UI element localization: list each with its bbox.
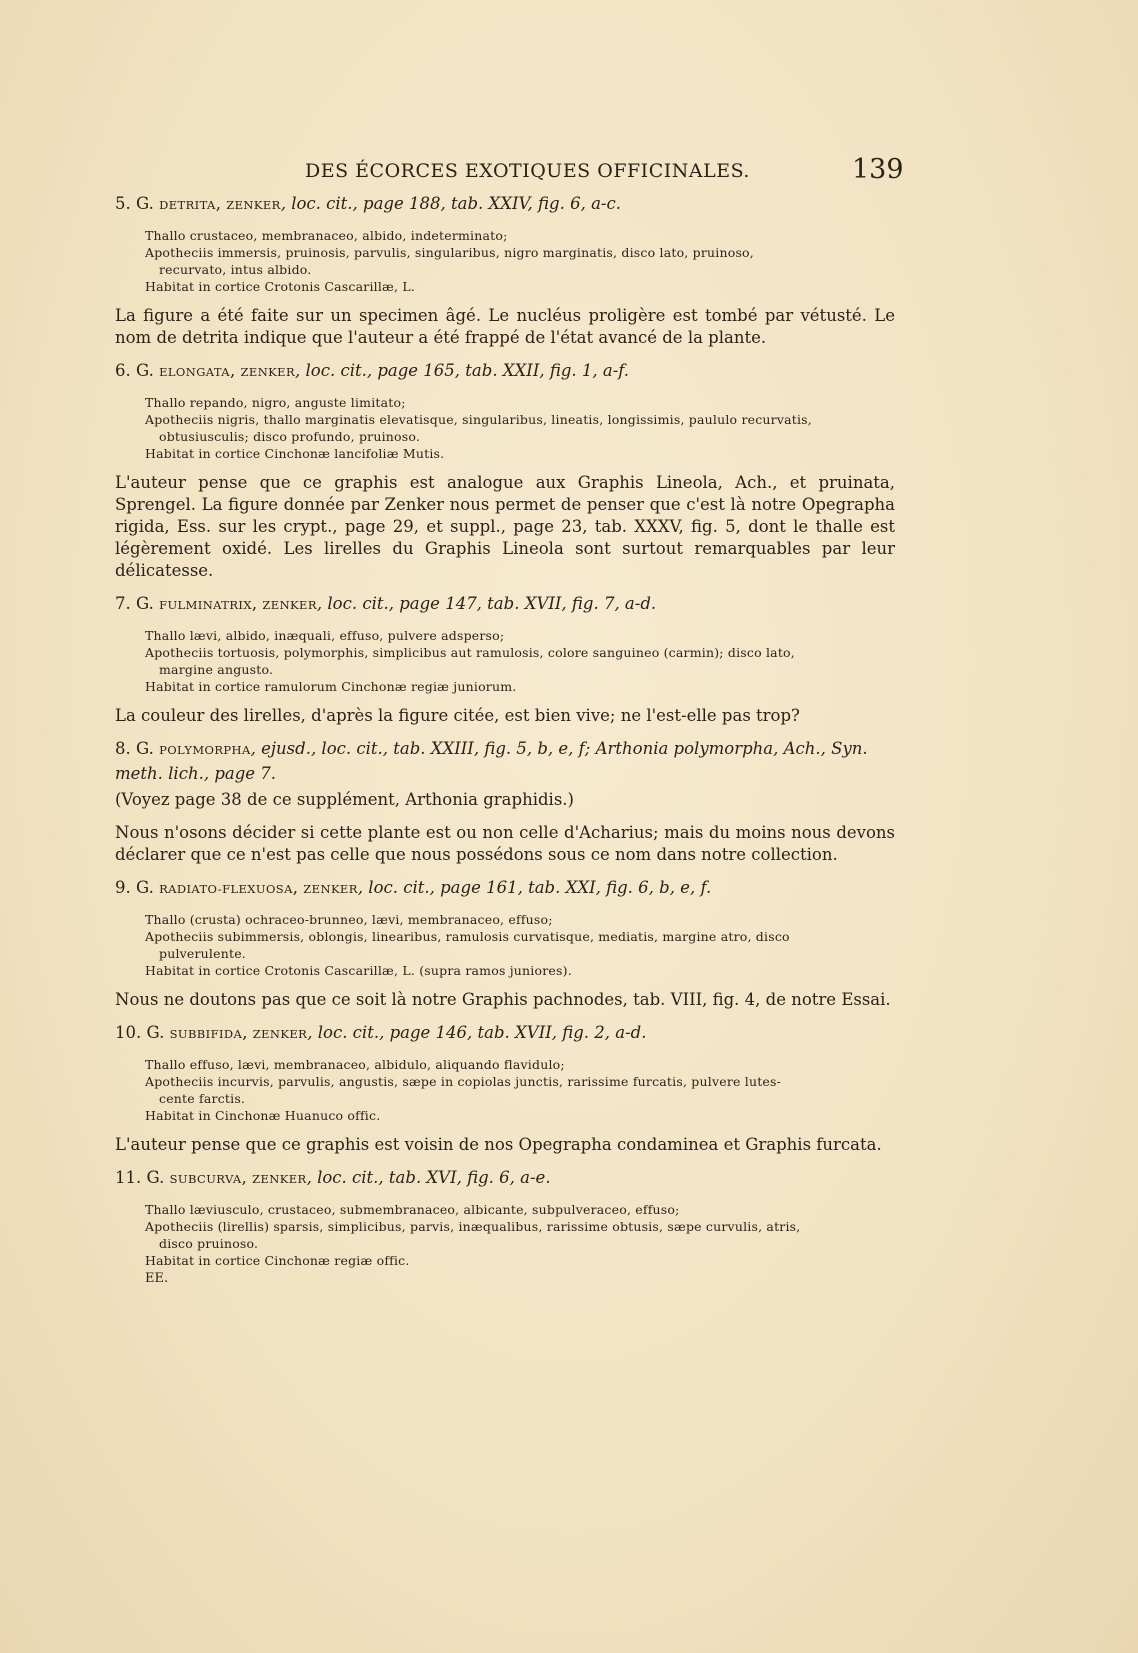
reference: , loc. cit., page 188, tab. XXIV, fig. 6, a-c. — [280, 194, 621, 213]
latin-description — [145, 911, 895, 979]
author-name: ZENKER — [226, 198, 281, 212]
entry-comment: L'auteur pense que ce graphis est analogue aux Graphis Lineola, Ach., et pruinata, Sprengel. La figure donnée par Zenker nous permet de penser que c'est là notre Opegrapha rigida, Ess. sur les crypt., page 29, et suppl., page 23, tab. XXXV, fig. 5, dont le thalle est légèrement oxidé. Les lirelles du Graphis Lineola sont surtout remarquables par leur délicatesse. — [115, 473, 895, 580]
species-entry — [115, 592, 895, 727]
author-name: ZENKER — [252, 1027, 308, 1041]
species-entry — [115, 1021, 895, 1156]
entry-comment: L'auteur pense que ce graphis est voisin de nos Opegrapha condaminea et Graphis furcata. — [115, 1135, 882, 1154]
latin-line: margine angusto. — [159, 662, 274, 677]
species-name: FULMINATRIX — [159, 598, 252, 612]
latin-description — [145, 1201, 895, 1269]
species-entry — [115, 359, 895, 582]
entry-heading: 6. G. ELONGATA, ZENKER, loc. cit., page 165, tab. XXII, fig. 1, a-f. — [115, 361, 630, 380]
latin-line: Habitat in cortice Cinchonæ lancifoliæ Mutis. — [145, 446, 445, 461]
latin-line: Thallo (crusta) ochraceo-brunneo, lævi, membranaceo, effuso; — [145, 912, 553, 927]
entry-comment: Nous ne doutons pas que ce soit là notre Graphis pachnodes, tab. VIII, fig. 4, de notre Essai. — [115, 990, 891, 1009]
species-entry — [115, 192, 895, 349]
latin-line: Habitat in cortice Cinchonæ regiæ offic. — [145, 1253, 410, 1268]
latin-line: Apotheciis immersis, pruinosis, parvulis, singularibus, nigro marginatis, disco lato, pruinoso, — [145, 245, 754, 260]
reference: , loc. cit., page 146, tab. XVII, fig. 2, a-d. — [307, 1023, 647, 1042]
entry-heading: 11. G. SUBCURVA, ZENKER, loc. cit., tab. XVI, fig. 6, a-e. — [115, 1168, 551, 1187]
entry-heading — [115, 737, 895, 786]
author-name: ZENKER — [262, 598, 317, 612]
entry-note: (Voyez page 38 de ce supplément, Arthonia graphidis.) — [115, 790, 574, 809]
latin-line: Apotheciis (lirellis) sparsis, simplicibus, parvis, inæqualibus, rarissime obtusis, sæpe curvulis, atris, — [145, 1219, 801, 1234]
entry-heading: 9. G. RADIATO-FLEXUOSA, ZENKER, loc. cit., page 161, tab. XXI, fig. 6, b, e, f. — [115, 878, 712, 897]
latin-line: recurvato, intus albido. — [159, 262, 312, 277]
species-name: SUBCURVA — [169, 1172, 242, 1186]
reference: , loc. cit., page 165, tab. XXII, fig. 1, a-f. — [295, 361, 630, 380]
latin-description — [145, 227, 895, 295]
entry-number: 9. G. — [115, 878, 154, 897]
entry-number: 10. G. — [115, 1023, 165, 1042]
reference: , loc. cit., page 147, tab. XVII, fig. 7, a-d. — [316, 594, 657, 613]
author-name: ZENKER — [240, 365, 296, 379]
latin-line: Thallo lævi, albido, inæquali, effuso, pulvere adsperso; — [145, 628, 505, 643]
entry-number: 5. G. — [115, 194, 154, 213]
species-name: POLYMORPHA — [159, 743, 251, 757]
latin-line: disco pruinoso. — [159, 1236, 259, 1251]
species-entry — [115, 876, 895, 1011]
entry-number: 11. G. — [115, 1168, 165, 1187]
species-name: SUBBIFIDA — [169, 1027, 243, 1041]
species-entry — [115, 737, 895, 866]
latin-description — [145, 394, 895, 462]
entry-comment: La figure a été faite sur un specimen âgé. Le nucléus proligère est tombé par vétusté. Le nom de detrita indique que l'auteur a été frappé de l'état avancé de la plante. — [115, 306, 895, 347]
entry-number: 8. G. — [115, 739, 154, 758]
page-header — [0, 154, 1138, 194]
latin-description — [145, 627, 895, 695]
species-entry — [115, 1166, 895, 1286]
entry-heading: 10. G. SUBBIFIDA, ZENKER, loc. cit., page 146, tab. XVII, fig. 2, a-d. — [115, 1023, 647, 1042]
latin-line: pulverulente. — [159, 946, 246, 961]
author-name: ZENKER — [252, 1172, 307, 1186]
author-name: ZENKER — [303, 882, 358, 896]
running-title: DES ÉCORCES EXOTIQUES OFFICINALES. — [305, 160, 750, 182]
entry-heading: 7. G. FULMINATRIX, ZENKER, loc. cit., page 147, tab. XVII, fig. 7, a-d. — [115, 594, 657, 613]
latin-line: Thallo repando, nigro, anguste limitato; — [145, 395, 406, 410]
latin-line: Habitat in cortice Crotonis Cascarillæ, L. (supra ramos juniores). — [145, 963, 572, 978]
latin-line: Apotheciis tortuosis, polymorphis, simplicibus aut ramulosis, colore sanguineo (carmin); disco lato, — [145, 645, 795, 660]
latin-line: Thallo læviusculo, crustaceo, submembranaceo, albicante, subpulveraceo, effuso; — [145, 1202, 680, 1217]
latin-line: cente farctis. — [159, 1091, 246, 1106]
latin-line: Habitat in Cinchonæ Huanuco offic. — [145, 1108, 381, 1123]
reference: , loc. cit., tab. XVI, fig. 6, a-e. — [306, 1168, 551, 1187]
entry-number: 7. G. — [115, 594, 154, 613]
latin-line: Apotheciis nigris, thallo marginatis elevatisque, singularibus, lineatis, longissimis, paululo recurvatis, — [145, 412, 812, 427]
page-number: 139 — [852, 154, 904, 185]
latin-line: obtusiusculis; disco profundo, pruinoso. — [159, 429, 421, 444]
latin-line: Thallo crustaceo, membranaceo, albido, indeterminato; — [145, 228, 508, 243]
latin-line: Apotheciis subimmersis, oblongis, linearibus, ramulosis curvatisque, mediatis, margine atro, disco — [145, 929, 790, 944]
reference: , ejusd., loc. cit., tab. XXIII, fig. 5, b, e, f; Arthonia polymorpha, Ach., Syn. meth. lich., page 7. — [115, 739, 868, 783]
reference: , loc. cit., page 161, tab. XXI, fig. 6, b, e, f. — [357, 878, 712, 897]
entry-heading: 5. G. DETRITA, ZENKER, loc. cit., page 188, tab. XXIV, fig. 6, a-c. — [115, 194, 621, 213]
species-name: ELONGATA — [159, 365, 231, 379]
latin-line: Habitat in cortice Crotonis Cascarillæ, L. — [145, 279, 416, 294]
signature-mark: EE. — [145, 1271, 169, 1286]
entry-comment: La couleur des lirelles, d'après la figure citée, est bien vive; ne l'est-elle pas trop? — [115, 706, 800, 725]
latin-description — [145, 1056, 895, 1124]
page-body — [115, 192, 895, 1286]
latin-line: Apotheciis incurvis, parvulis, angustis, sæpe in copiolas junctis, rarissime furcatis, pulvere lutes- — [145, 1074, 782, 1089]
species-name: RADIATO-FLEXUOSA — [159, 882, 293, 896]
species-name: DETRITA — [159, 198, 216, 212]
entry-comment: Nous n'osons décider si cette plante est ou non celle d'Acharius; mais du moins nous devons déclarer que ce n'est pas celle que nous possédons sous ce nom dans notre collection. — [115, 823, 895, 864]
entry-number: 6. G. — [115, 361, 154, 380]
latin-line: Habitat in cortice ramulorum Cinchonæ regiæ juniorum. — [145, 679, 517, 694]
latin-line: Thallo effuso, lævi, membranaceo, albidulo, aliquando flavidulo; — [145, 1057, 565, 1072]
